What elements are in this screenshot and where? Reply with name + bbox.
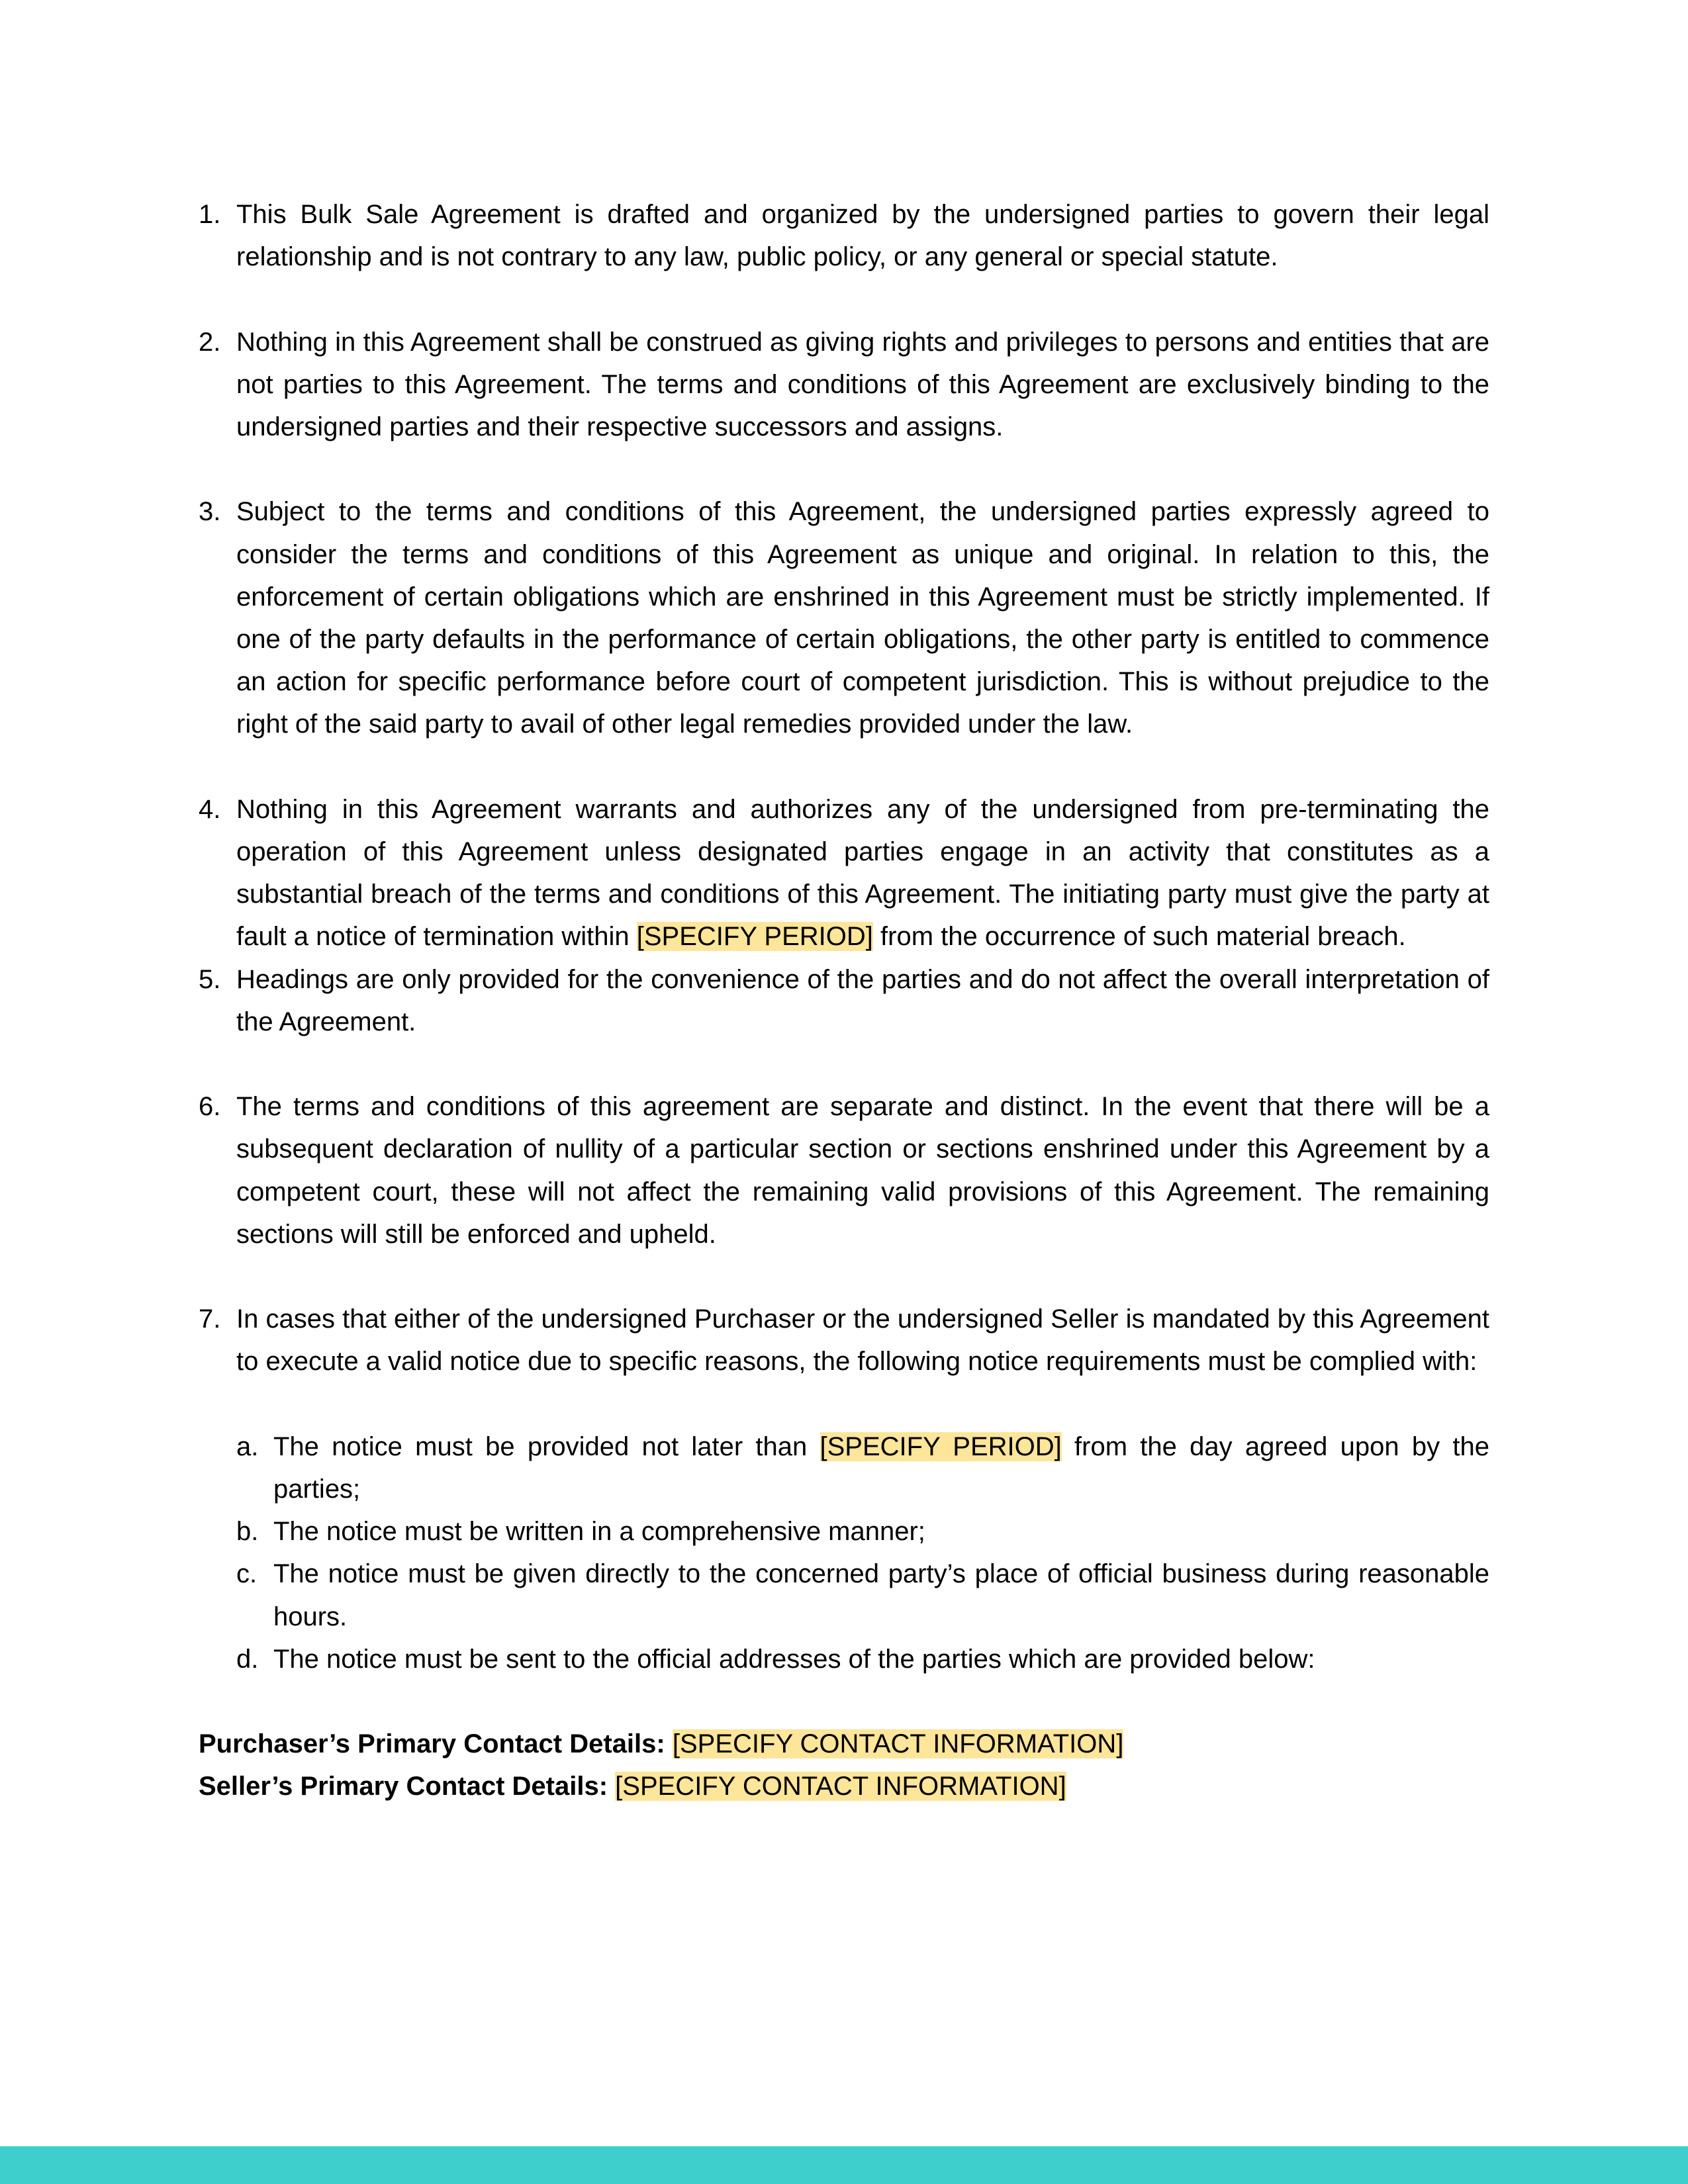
clause-text: Nothing in this Agreement warrants and authorizes any of the undersigned from pre-terminating the operation of this Agreement unless designated parties engage in an activity that constitutes as a substantial breach of the terms and conditions of this Agreement. The initiating party must give the party at fault a notice of termination within [236,794,1489,952]
subclause-text: The notice must be sent to the official addresses of the parties which are provided below: [273,1644,1315,1674]
clause-2 [199,321,1489,449]
subclause-letter: a. [236,1432,259,1461]
spacer [199,1255,1489,1298]
contact-label: Purchaser’s Primary Contact Details: [199,1729,665,1759]
period-placeholder: [SPECIFY PERIOD] [636,922,873,952]
contact-label: Seller’s Primary Contact Details: [199,1772,608,1801]
clause-text: In cases that either of the undersigned Purchaser or the undersigned Seller is mandated by this Agreement to execute a valid notice due to specific reasons, the following notice requirements must be complied with: [236,1304,1489,1377]
subclause-d [199,1638,1489,1680]
seller-contact [199,1765,1489,1807]
clause-1 [199,193,1489,278]
subclause-c [199,1553,1489,1637]
subclause-text: The notice must be written in a comprehensive manner; [273,1517,925,1547]
clause-4 [199,788,1489,958]
spacer [199,1383,1489,1426]
subclause-letter: b. [236,1517,259,1547]
spacer [199,1680,1489,1723]
clause-text: Headings are only provided for the convenience of the parties and do not affect the overall interpretation of the Agreement. [236,964,1489,1036]
footer-accent-bar [0,2146,1688,2184]
spacer [199,448,1489,490]
purchaser-contact [199,1723,1489,1765]
clause-number: 1. [199,200,221,229]
clause-6 [199,1085,1489,1255]
subclause-text: from the day agreed upon by the parties; [273,1432,1489,1504]
clause-7 [199,1298,1489,1383]
spacer [199,278,1489,320]
clause-text: Nothing in this Agreement shall be construed as giving rights and privileges to persons and entities that are not parties to this Agreement. The terms and conditions of this Agreement are exclusively binding to the undersigned parties and their respective successors and assigns. [236,327,1489,441]
subclause-a [199,1426,1489,1510]
clause-text: from the occurrence of such material breach. [872,922,1406,952]
subclause-text: The notice must be provided not later than [273,1432,820,1461]
clause-number: 5. [199,964,221,994]
period-placeholder: [SPECIFY PERIOD] [820,1432,1062,1461]
clause-text: This Bulk Sale Agreement is drafted and organized by the undersigned parties to govern their legal relationship and is not contrary to any law, public policy, or any general or special statute. [236,200,1489,272]
clause-text: The terms and conditions of this agreement are separate and distinct. In the event that there will be a subsequent declaration of nullity of a particular section or sections enshrined under this Agreement by a competent court, these will not affect the remaining valid provisions of this Agreement. The remaining sections will still be enforced and upheld. [236,1092,1489,1249]
subclause-letter: d. [236,1644,259,1674]
spacer [199,746,1489,788]
clause-text: Subject to the terms and conditions of this Agreement, the undersigned parties expressly agreed to consider the terms and conditions of this Agreement as unique and original. In relation to this, the enforcement of certain obligations which are enshrined in this Agreement must be strictly implemented. If one of the party defaults in the performance of certain obligations, the other party is entitled to commence an action for specific performance before court of competent jurisdiction. This is without prejudice to the right of the said party to avail of other legal remedies provided under the law. [236,497,1489,739]
contact-placeholder: [SPECIFY CONTACT INFORMATION] [615,1772,1066,1801]
document-body [199,193,1489,1808]
clause-3 [199,490,1489,745]
clause-number: 3. [199,497,221,527]
clause-number: 7. [199,1304,221,1334]
subclause-text: The notice must be given directly to the concerned party’s place of official business during reasonable hours. [273,1559,1489,1631]
clause-number: 4. [199,794,221,824]
contact-placeholder: [SPECIFY CONTACT INFORMATION] [672,1729,1124,1759]
clause-5 [199,958,1489,1043]
clause-number: 6. [199,1092,221,1122]
clause-number: 2. [199,327,221,357]
spacer [199,1043,1489,1085]
subclause-b [199,1510,1489,1553]
subclause-letter: c. [236,1559,258,1589]
